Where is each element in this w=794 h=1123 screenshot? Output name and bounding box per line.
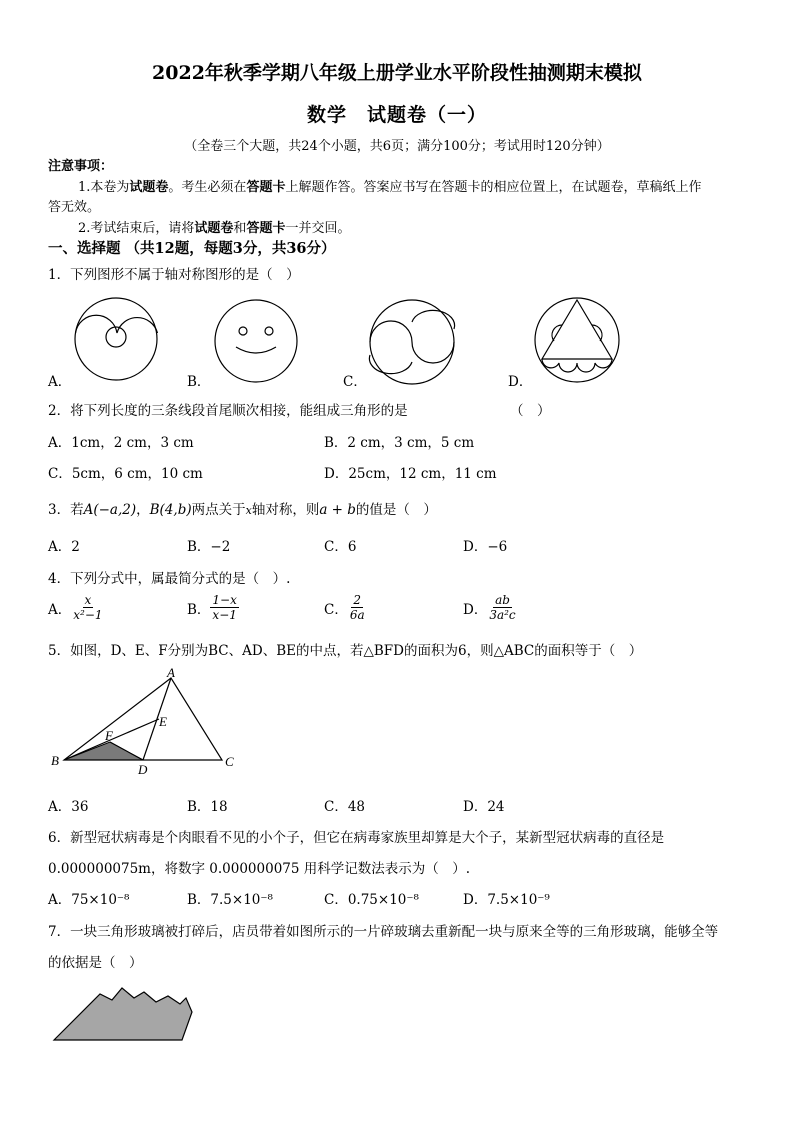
q5-triangle-figure [48,666,248,784]
section-heading: 一、选择题 （共12题，每题3分，共36分） [48,240,336,257]
q6-option-d: D．7.5×10⁻⁹ [463,892,550,908]
q4-option-c: C． $\frac{2}{6a}$ [324,593,365,622]
q1-option-d: D． [508,374,533,390]
q1-option-c: C． [343,374,367,390]
q4-option-d: D． $\frac{ab}{\text{3a²c}}$ [463,593,516,622]
q6-stem-line1: 6．新型冠状病毒是个肉眼看不见的小个子，但它在病毒家族里却算是大个子，某新型冠状病毒的直径是 [48,830,665,846]
exam-info: （全卷三个大题，共24个小题，共6页；满分100分；考试用时120分钟） [184,139,610,154]
q7-broken-glass-figure [52,984,202,1042]
q4-fraction-a: $\frac{x}{\text{x²−1}}$ [73,593,103,622]
q1-option-b: B． [187,374,211,390]
q2-option-d: D．25cm，12 cm，11 cm [324,466,497,482]
q3-stem: 3．若A(−a,2)，B(4,b)两点关于x轴对称，则a + b的值是（ ） [48,502,437,518]
q5-label-d: D [138,762,148,777]
q3-option-b: B．−2 [187,539,231,555]
q4-option-a: A． $\frac{x}{\text{x²−1}}$ [48,593,103,622]
q7-stem-line2: 的依据是（ ） [48,955,143,971]
q3-option-a: A．2 [48,539,80,555]
exam-title: 2022年秋季学期八年级上册学业水平阶段性抽测期末模拟 [152,62,642,84]
q5-option-c: C．48 [324,799,366,815]
q1-figure-d [534,297,620,383]
q5-option-b: B．18 [187,799,228,815]
q2-option-a: A．1cm，2 cm，3 cm [48,435,194,451]
q5-option-a: A．36 [48,799,89,815]
q4-fraction-b: $\frac{1-x}{x-1}$ [212,593,237,622]
notice-item-2: 2.考试结束后，请将试题卷和答题卡一并交回。 [78,221,351,236]
q5-label-b: B [51,753,59,768]
notice-item-1: 1.本卷为试题卷。考生必须在答题卡上解题作答。答案应书写在答题卡的相应位置上，在试题卷，草稿纸上作 [78,180,702,195]
q5-label-f: F [105,728,113,743]
q1-figure-b [214,299,298,383]
q1-figure-a [74,297,160,383]
q2-option-c: C．5cm，6 cm，10 cm [48,466,203,482]
q3-option-d: D．−6 [463,539,508,555]
notice-heading: 注意事项： [48,159,114,174]
q4-stem: 4．下列分式中，属最简分式的是（ ）. [48,571,291,587]
q5-triangle-abc [64,678,222,760]
q5-stem: 5．如图，D、E、F分别为BC、AD、BE的中点，若△BFD的面积为6，则△ABC的面积等于（ ） [48,643,643,659]
q4-fraction-d: $\frac{ab}{\text{3a²c}}$ [489,593,516,622]
q6-option-b: B．7.5×10⁻⁸ [187,892,273,908]
q2-option-b: B．2 cm，3 cm，5 cm [324,435,475,451]
notice-item-1-cont: 答无效。 [48,200,101,215]
q2-stem: 2．将下列长度的三条线段首尾顺次相接，能组成三角形的是 [48,403,408,419]
exam-subtitle: 数学 试题卷（一） [306,104,487,126]
q5-label-a: A [167,665,175,680]
q6-option-c: C．0.75×10⁻⁸ [324,892,419,908]
q1-stem: 1．下列图形不属于轴对称图形的是（ ） [48,267,300,283]
q6-stem-line2: 0.000000075m，将数字 0.000000075 用科学记数法表示为（ ）. [48,861,471,877]
q7-stem-line1: 7．一块三角形玻璃被打碎后，店员带着如图所示的一片碎玻璃去重新配一块与原来全等的三角形玻璃，能够全等 [48,924,719,940]
q6-option-a: A．75×10⁻⁸ [48,892,130,908]
q4-option-b: B． $\frac{1-x}{x-1}$ [187,593,237,622]
q5-label-e: E [159,714,167,729]
q2-bracket: （ ） [510,403,551,419]
q1-figure-c [369,299,455,385]
q4-fraction-c: $\frac{2}{6a}$ [349,593,365,622]
q3-option-c: C．6 [324,539,357,555]
q1-option-a: A． [48,374,72,390]
q5-option-d: D．24 [463,799,505,815]
q5-label-c: C [225,754,234,769]
